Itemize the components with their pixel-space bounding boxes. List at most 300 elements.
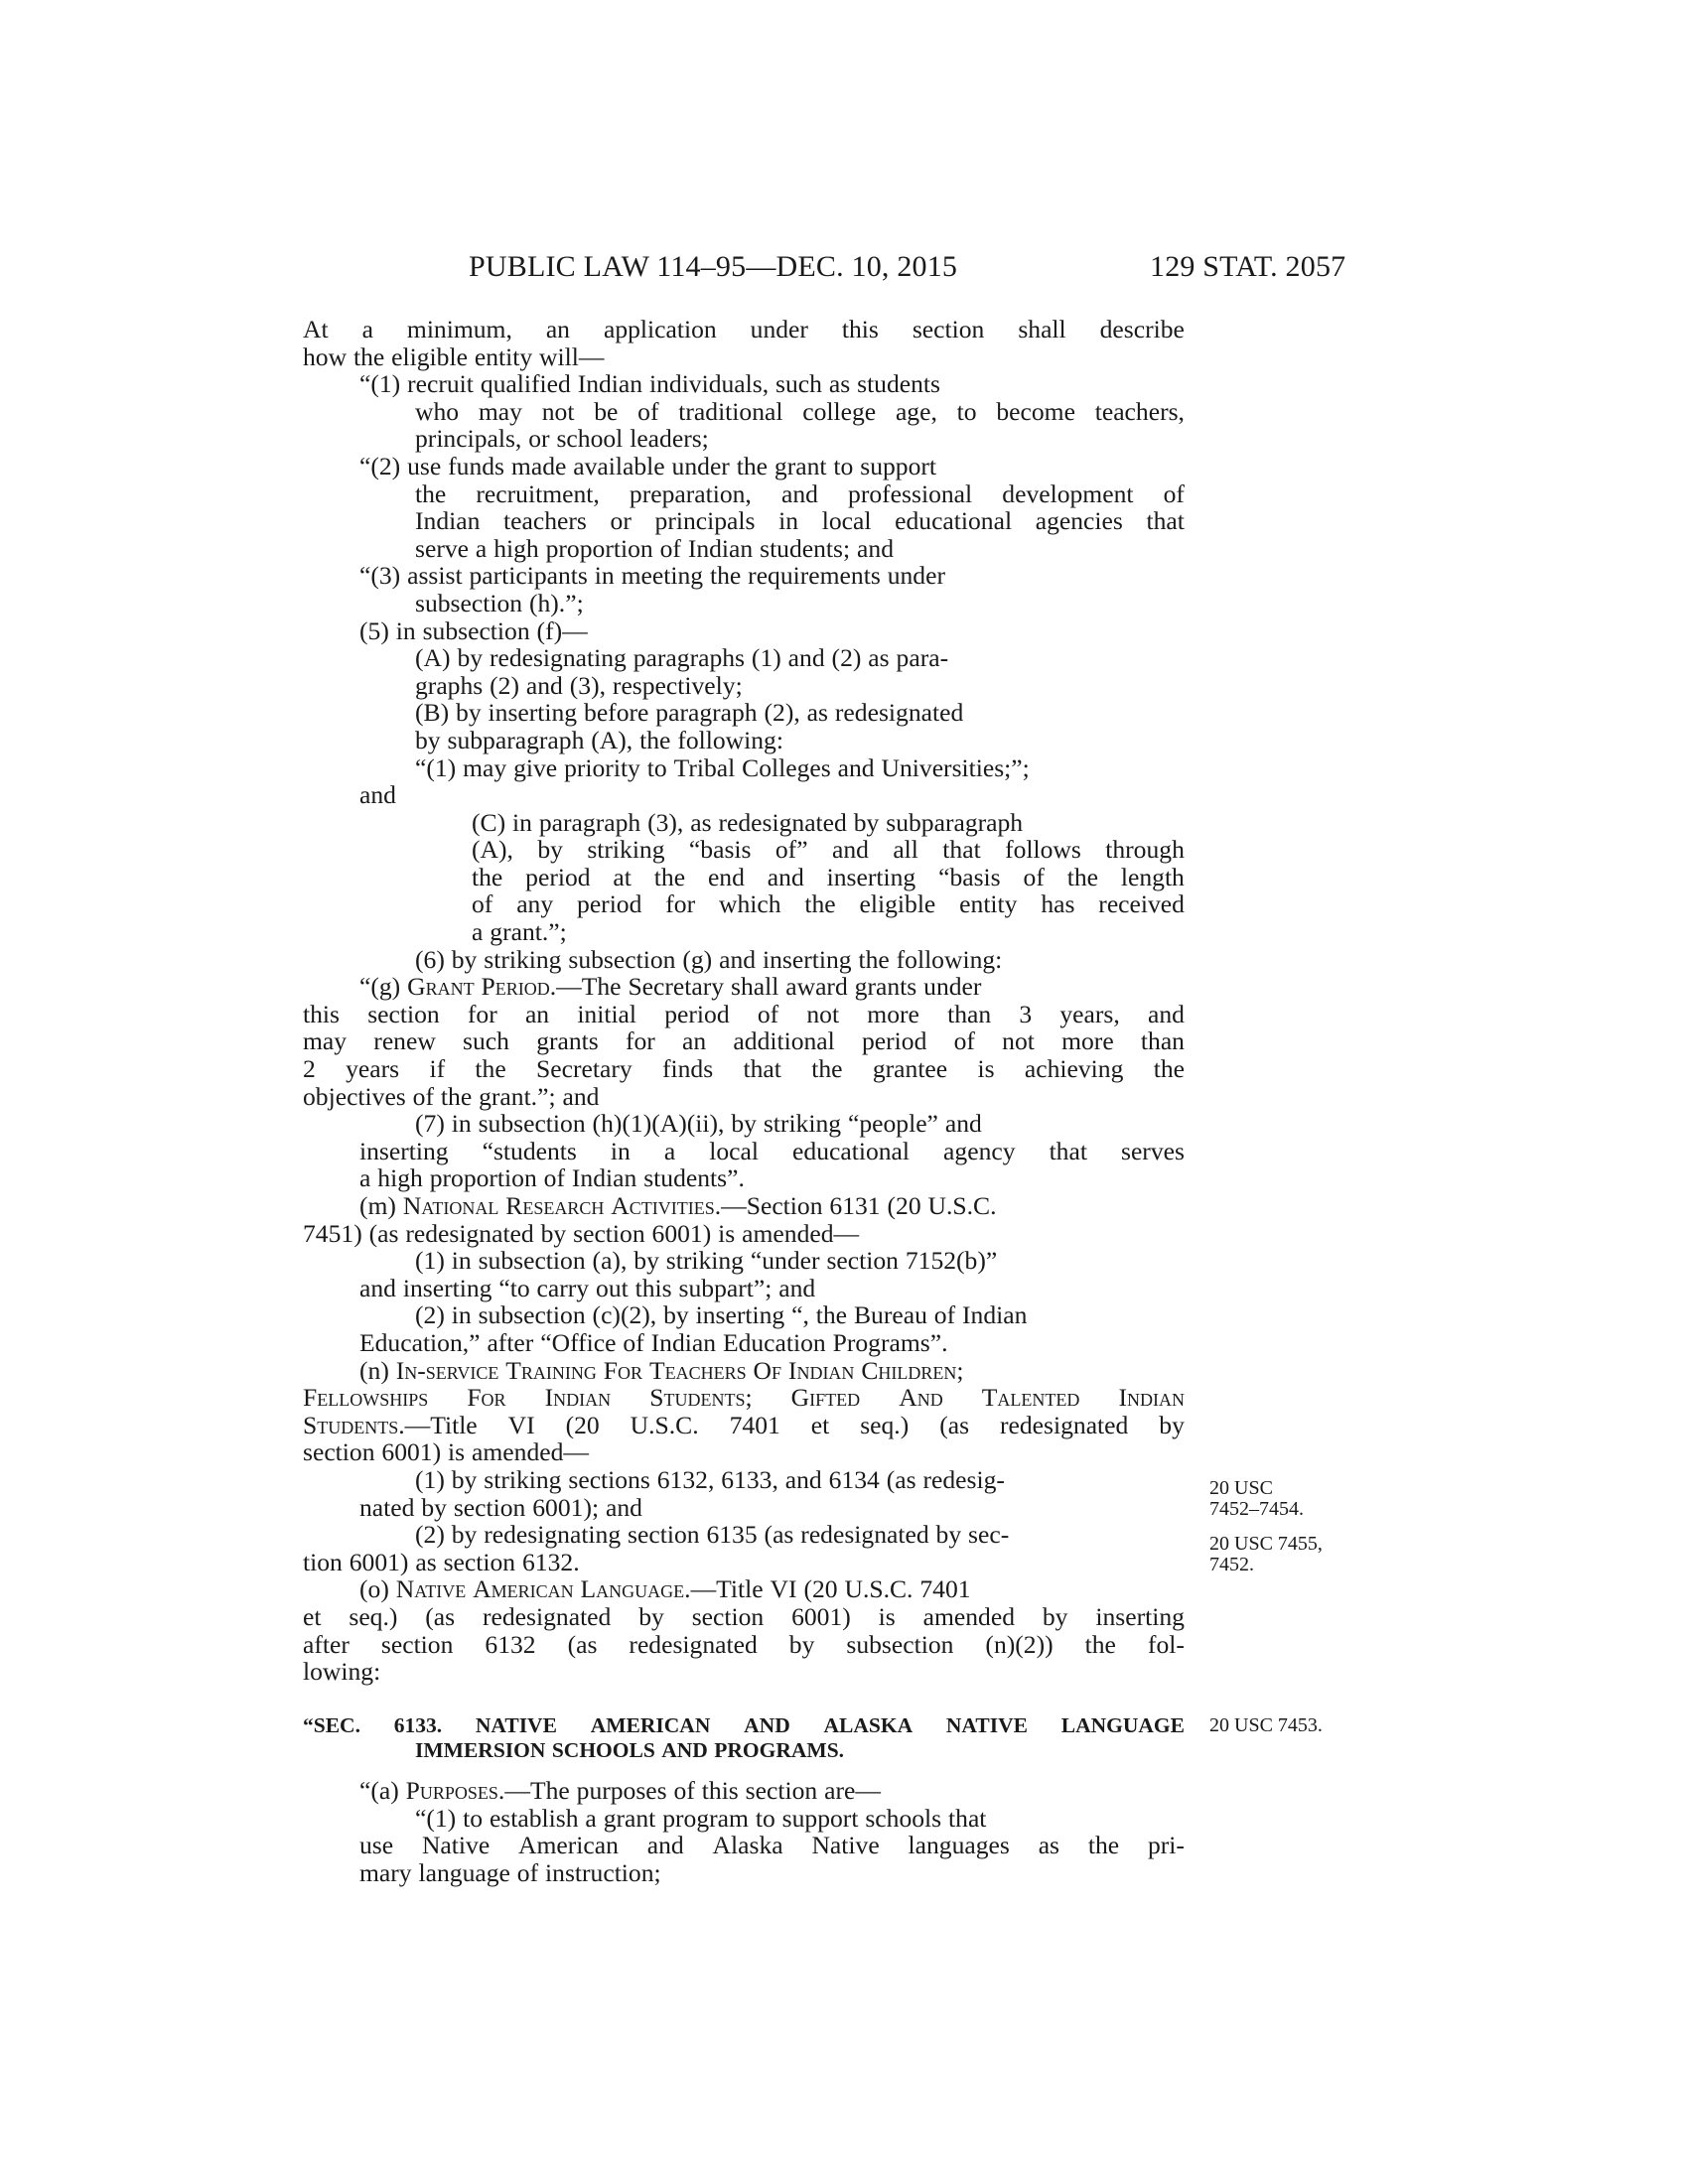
word: application bbox=[603, 315, 717, 343]
word: NATIVE bbox=[475, 1713, 557, 1737]
word: Universities;”; bbox=[881, 752, 1030, 782]
word: that bbox=[1146, 506, 1185, 536]
word: this bbox=[701, 1776, 739, 1805]
word: assist bbox=[407, 561, 463, 591]
word: paragraphs bbox=[633, 643, 746, 673]
word: U.S.C. bbox=[630, 1410, 699, 1439]
word: 7451) bbox=[303, 1218, 362, 1248]
word: para- bbox=[896, 643, 949, 673]
word: use bbox=[359, 1831, 394, 1860]
word: entity bbox=[959, 889, 1018, 919]
word: redesig- bbox=[922, 1464, 1005, 1494]
word: Training bbox=[505, 1355, 597, 1385]
word: requirements bbox=[748, 561, 881, 591]
word: after bbox=[303, 1629, 350, 1659]
word: Bureau bbox=[853, 1300, 927, 1330]
word: in bbox=[594, 561, 615, 591]
text-line bbox=[303, 1575, 1185, 1603]
word: the bbox=[653, 862, 686, 891]
word: and bbox=[646, 1831, 684, 1860]
word: (m) bbox=[359, 1191, 396, 1220]
word: (2) bbox=[831, 643, 862, 673]
word: by bbox=[537, 835, 563, 865]
word: (as bbox=[764, 1520, 794, 1550]
word: section bbox=[380, 1629, 454, 1659]
word: leaders; bbox=[630, 424, 709, 454]
word: “(1) bbox=[415, 1803, 457, 1833]
word: that bbox=[743, 1054, 781, 1084]
word: is bbox=[448, 1437, 466, 1467]
word: 6001) bbox=[651, 1218, 712, 1248]
word: grant bbox=[603, 1803, 656, 1833]
word: section bbox=[826, 1246, 899, 1276]
word: 7401 bbox=[729, 1410, 780, 1439]
word: such bbox=[463, 1026, 509, 1056]
word: “people” bbox=[847, 1109, 938, 1139]
word: AND bbox=[744, 1713, 790, 1737]
word: not bbox=[541, 396, 575, 426]
word: (6) bbox=[415, 944, 445, 974]
word: For bbox=[467, 1383, 506, 1413]
word: Indian bbox=[787, 1355, 855, 1385]
word: by bbox=[853, 807, 880, 837]
word: give bbox=[513, 752, 558, 782]
word: a bbox=[585, 1803, 597, 1833]
word: tion bbox=[303, 1547, 343, 1576]
text-line bbox=[303, 1192, 1185, 1220]
word: end bbox=[707, 862, 745, 891]
word: this bbox=[634, 1273, 672, 1302]
word: is bbox=[977, 1054, 995, 1084]
word: a bbox=[472, 917, 484, 947]
word: Teachers bbox=[648, 1355, 747, 1385]
word: students”. bbox=[643, 1163, 745, 1193]
word: inserting bbox=[1095, 1601, 1185, 1631]
text-line bbox=[303, 1164, 1185, 1192]
word: paragraph bbox=[538, 807, 641, 837]
text-line bbox=[303, 1384, 1185, 1412]
word: support bbox=[781, 1803, 859, 1833]
word: LANGUAGE bbox=[1060, 1713, 1185, 1737]
word: period bbox=[664, 999, 730, 1028]
word: “under bbox=[750, 1246, 820, 1276]
word: agency bbox=[943, 1136, 1016, 1165]
word: by bbox=[731, 1109, 757, 1139]
margin-note-line: 20 USC 7455, bbox=[1209, 1533, 1323, 1555]
text-line bbox=[303, 946, 1185, 974]
word: striking bbox=[587, 835, 665, 865]
word: that bbox=[1049, 1136, 1087, 1165]
word: by bbox=[415, 725, 441, 754]
word: VI bbox=[507, 1410, 535, 1439]
word: and bbox=[359, 780, 396, 810]
word: (20 bbox=[887, 1191, 921, 1220]
word: Indian bbox=[571, 1163, 637, 1193]
word: after bbox=[487, 1327, 534, 1357]
word: of bbox=[1023, 862, 1045, 891]
word: (as bbox=[886, 1464, 916, 1494]
word: establish bbox=[489, 1803, 579, 1833]
text-line bbox=[303, 1329, 1185, 1357]
text-line bbox=[303, 507, 1185, 535]
margin-note-line: 7452. bbox=[1209, 1554, 1254, 1575]
word: or bbox=[610, 506, 632, 536]
word: (n)(2)) bbox=[985, 1629, 1054, 1659]
word: (h)(1)(A)(ii), bbox=[592, 1109, 725, 1139]
word: for bbox=[625, 1026, 655, 1056]
word: initial bbox=[577, 999, 637, 1028]
word: eligible bbox=[859, 889, 936, 919]
word: Native bbox=[811, 1831, 880, 1860]
word: Talented bbox=[981, 1383, 1080, 1413]
text-line bbox=[303, 1549, 1185, 1576]
word: as bbox=[828, 369, 851, 399]
word: (g) bbox=[682, 944, 713, 974]
word: paragraph bbox=[655, 698, 758, 728]
word: before bbox=[584, 698, 649, 728]
text-line bbox=[303, 1631, 1185, 1659]
word: grant.”; bbox=[490, 917, 567, 947]
word: inserting bbox=[762, 944, 852, 974]
section-heading-line-2 bbox=[303, 1738, 1185, 1763]
word: (n) bbox=[359, 1355, 389, 1385]
text-line bbox=[303, 1832, 1185, 1859]
text-line bbox=[303, 1110, 1185, 1138]
word: (B) bbox=[415, 698, 450, 728]
text-line bbox=[303, 590, 1185, 617]
word: high bbox=[493, 533, 539, 563]
word: Indian bbox=[650, 1327, 717, 1357]
word: AND bbox=[661, 1738, 708, 1762]
word: agencies bbox=[1035, 506, 1123, 536]
word: by bbox=[457, 643, 484, 673]
word: all bbox=[893, 835, 918, 865]
word: (o) bbox=[359, 1574, 389, 1604]
margin-note bbox=[1209, 1534, 1323, 1575]
word: section bbox=[573, 1218, 645, 1248]
word: (as bbox=[368, 1218, 399, 1248]
word: not bbox=[1002, 1026, 1035, 1056]
word: “(g) bbox=[359, 972, 401, 1002]
text-line bbox=[303, 973, 1185, 1001]
word: striking bbox=[484, 1464, 562, 1494]
word: following: bbox=[896, 944, 1003, 974]
word: American bbox=[518, 1831, 619, 1860]
text-line bbox=[303, 1247, 1185, 1275]
word: an bbox=[524, 999, 550, 1028]
word: be bbox=[594, 396, 619, 426]
text-line bbox=[303, 754, 1185, 782]
word: years bbox=[346, 1054, 400, 1084]
word: in bbox=[778, 506, 799, 536]
text-line bbox=[303, 1466, 1185, 1494]
word: by bbox=[663, 1300, 689, 1330]
word: VI bbox=[770, 1574, 797, 1604]
word: by bbox=[633, 1246, 659, 1276]
word: minimum, bbox=[406, 315, 512, 343]
word: by bbox=[451, 1464, 478, 1494]
text-line bbox=[303, 453, 1185, 480]
word: meeting bbox=[621, 561, 704, 591]
margin-note bbox=[1209, 1478, 1304, 1520]
word: to bbox=[463, 1803, 484, 1833]
word: program bbox=[662, 1803, 749, 1833]
word: And bbox=[899, 1383, 943, 1413]
word: development bbox=[1002, 478, 1134, 508]
word: At bbox=[303, 315, 329, 343]
word: subparagraph bbox=[447, 725, 585, 754]
text-line bbox=[303, 672, 1185, 700]
word: “students bbox=[482, 1136, 577, 1165]
word: local bbox=[709, 1136, 760, 1165]
word: redesignated bbox=[718, 807, 847, 837]
word: award bbox=[785, 972, 848, 1002]
margin-note-line: 20 USC 7453. bbox=[1209, 1714, 1323, 1736]
word: and bbox=[767, 862, 804, 891]
word: this bbox=[841, 315, 879, 343]
word: of bbox=[933, 1300, 956, 1330]
word: entity bbox=[474, 341, 533, 371]
word: through bbox=[1105, 835, 1185, 865]
word: priority bbox=[564, 752, 640, 782]
word: and bbox=[605, 1492, 642, 1522]
word: striking bbox=[665, 1246, 744, 1276]
word: grants bbox=[854, 972, 917, 1002]
word: of bbox=[472, 889, 493, 919]
word: inserting bbox=[826, 862, 916, 891]
word: Gifted bbox=[790, 1383, 861, 1413]
word: and bbox=[1147, 999, 1185, 1028]
word: lowing: bbox=[303, 1657, 381, 1687]
word: (a), bbox=[592, 1246, 628, 1276]
word: that bbox=[948, 1803, 987, 1833]
word: are— bbox=[824, 1776, 881, 1805]
word: achieving bbox=[1024, 1054, 1124, 1084]
word: students bbox=[857, 369, 941, 399]
text-line bbox=[303, 1138, 1185, 1165]
word: at bbox=[613, 862, 632, 891]
word: Colleges bbox=[742, 752, 831, 782]
word: (A) bbox=[415, 643, 451, 673]
text-line bbox=[303, 617, 1185, 645]
word: professional bbox=[848, 478, 973, 508]
text-line bbox=[303, 781, 1185, 809]
word: not bbox=[806, 999, 840, 1028]
text-line bbox=[303, 727, 1185, 754]
word: 6134 bbox=[828, 1464, 880, 1494]
word: “(3) bbox=[359, 561, 401, 591]
text-line bbox=[303, 1027, 1185, 1055]
text-line bbox=[303, 425, 1185, 453]
word: of bbox=[953, 1026, 975, 1056]
word: a bbox=[361, 315, 373, 343]
text-line bbox=[303, 836, 1185, 864]
body-text-continued bbox=[303, 1777, 1185, 1886]
word: that bbox=[942, 835, 981, 865]
word: by bbox=[451, 944, 478, 974]
word: by bbox=[451, 1520, 478, 1550]
word: and bbox=[944, 1109, 982, 1139]
word: National bbox=[402, 1191, 499, 1220]
word: (7) bbox=[415, 1109, 445, 1139]
word: PROGRAMS. bbox=[714, 1738, 845, 1762]
word: (as bbox=[425, 1601, 456, 1631]
word: Indian bbox=[415, 506, 481, 536]
word: period bbox=[577, 889, 642, 919]
word: redesignated bbox=[999, 1410, 1129, 1439]
word: amended bbox=[922, 1601, 1015, 1631]
word: made bbox=[510, 451, 567, 480]
word: length bbox=[1120, 862, 1185, 891]
word: “basis bbox=[938, 862, 1001, 891]
word: grant bbox=[774, 451, 827, 480]
word: available bbox=[573, 451, 665, 480]
word: any bbox=[516, 889, 554, 919]
word: as bbox=[690, 807, 712, 837]
word: AMERICAN bbox=[590, 1713, 711, 1737]
section-heading-line-1 bbox=[303, 1713, 1185, 1738]
word: in bbox=[451, 1109, 472, 1139]
word: of” bbox=[774, 835, 808, 865]
word: subsection bbox=[846, 1629, 954, 1659]
word: the bbox=[472, 862, 503, 891]
word: as bbox=[868, 643, 890, 673]
word: schools bbox=[865, 1803, 942, 1833]
text-line bbox=[303, 370, 1185, 398]
word: qualified bbox=[480, 369, 571, 399]
word: (2), bbox=[764, 698, 800, 728]
margin-note-line: 7452–7454. bbox=[1209, 1498, 1304, 1520]
word: section bbox=[912, 315, 985, 343]
word: subsection bbox=[422, 615, 530, 645]
word: ALASKA bbox=[823, 1713, 914, 1737]
text-line bbox=[303, 1275, 1185, 1302]
word: as bbox=[806, 698, 828, 728]
word: the bbox=[475, 1054, 506, 1084]
word: 6132 bbox=[485, 1629, 536, 1659]
word: seq.) bbox=[349, 1601, 398, 1631]
word: years, bbox=[1059, 999, 1120, 1028]
word: how bbox=[303, 341, 348, 371]
text-line bbox=[303, 1357, 1185, 1385]
word: teachers bbox=[503, 506, 587, 536]
word: such bbox=[775, 369, 822, 399]
word: educational bbox=[792, 1136, 911, 1165]
word: redesignated bbox=[483, 1601, 612, 1631]
word: 2 bbox=[303, 1054, 316, 1084]
word: high bbox=[377, 1163, 423, 1193]
word: may bbox=[478, 396, 522, 426]
word: serve bbox=[415, 533, 469, 563]
word: proportion bbox=[545, 533, 653, 563]
text-line bbox=[303, 535, 1185, 563]
word: finds bbox=[662, 1054, 714, 1084]
word: (5) bbox=[359, 615, 389, 645]
word: Education,” bbox=[359, 1327, 481, 1357]
word: (20 bbox=[803, 1574, 838, 1604]
word: amended— bbox=[742, 1218, 860, 1248]
word: (1) bbox=[415, 1464, 445, 1494]
word: and bbox=[562, 1081, 600, 1111]
word: under bbox=[671, 451, 730, 480]
word: redesignating bbox=[484, 1520, 622, 1550]
text-line bbox=[303, 343, 1185, 371]
word: the bbox=[639, 725, 671, 754]
word: instruction; bbox=[545, 1857, 661, 1887]
text-line bbox=[303, 1220, 1185, 1248]
text-line bbox=[303, 562, 1185, 590]
word: which bbox=[718, 889, 781, 919]
word: 6132. bbox=[522, 1547, 580, 1576]
word: 7401 bbox=[919, 1574, 971, 1604]
word: seq.) bbox=[860, 1410, 910, 1439]
word: subsection bbox=[415, 588, 523, 617]
word: (20 bbox=[565, 1410, 600, 1439]
word: under bbox=[923, 972, 982, 1002]
word: has bbox=[1041, 889, 1075, 919]
word: of bbox=[516, 1857, 539, 1887]
word: “(1) bbox=[359, 369, 401, 399]
page-number: 129 STAT. 2057 bbox=[1150, 250, 1346, 283]
word: the bbox=[440, 1081, 473, 1111]
word: renew bbox=[373, 1026, 436, 1056]
text-line bbox=[303, 1412, 1185, 1439]
word: the bbox=[858, 944, 890, 974]
word: 6001) bbox=[381, 1437, 442, 1467]
word: 6001) bbox=[349, 1547, 409, 1576]
word: “Office bbox=[540, 1327, 617, 1357]
word: to bbox=[956, 396, 977, 426]
word: shall bbox=[1018, 315, 1066, 343]
word: graphs bbox=[415, 670, 484, 700]
word: Secretary bbox=[536, 1054, 633, 1084]
text-line bbox=[303, 1083, 1185, 1111]
word: “(2) bbox=[359, 451, 401, 480]
word: more bbox=[1061, 1026, 1114, 1056]
word: mary bbox=[359, 1857, 412, 1887]
word: additional bbox=[733, 1026, 835, 1056]
word: 3 bbox=[1019, 999, 1033, 1028]
word: respectively; bbox=[612, 670, 743, 700]
word: Indian bbox=[687, 533, 754, 563]
word: an bbox=[545, 315, 570, 343]
word: the bbox=[1066, 862, 1098, 891]
word: of bbox=[543, 1163, 565, 1193]
word: section bbox=[691, 1601, 765, 1631]
word: pri- bbox=[1147, 1831, 1185, 1860]
word: Tribal bbox=[673, 752, 736, 782]
word: objectives bbox=[303, 1081, 406, 1111]
text-line bbox=[303, 316, 1185, 343]
text-line bbox=[303, 398, 1185, 426]
word: and bbox=[837, 752, 875, 782]
word: section bbox=[453, 1492, 526, 1522]
word: U.S.C. bbox=[844, 1574, 914, 1604]
word: (A), bbox=[472, 835, 513, 865]
word: the bbox=[709, 561, 742, 591]
word: school bbox=[556, 424, 624, 454]
word: by bbox=[638, 1601, 664, 1631]
word: the bbox=[811, 1054, 843, 1084]
word: and bbox=[778, 1273, 816, 1302]
word: 6133, bbox=[721, 1464, 778, 1494]
word: by bbox=[456, 698, 482, 728]
word: 6132, bbox=[656, 1464, 715, 1494]
word: funds bbox=[448, 451, 505, 480]
word: subparagraph bbox=[886, 807, 1024, 837]
text-line bbox=[303, 1859, 1185, 1887]
word: (1) bbox=[415, 1246, 445, 1276]
